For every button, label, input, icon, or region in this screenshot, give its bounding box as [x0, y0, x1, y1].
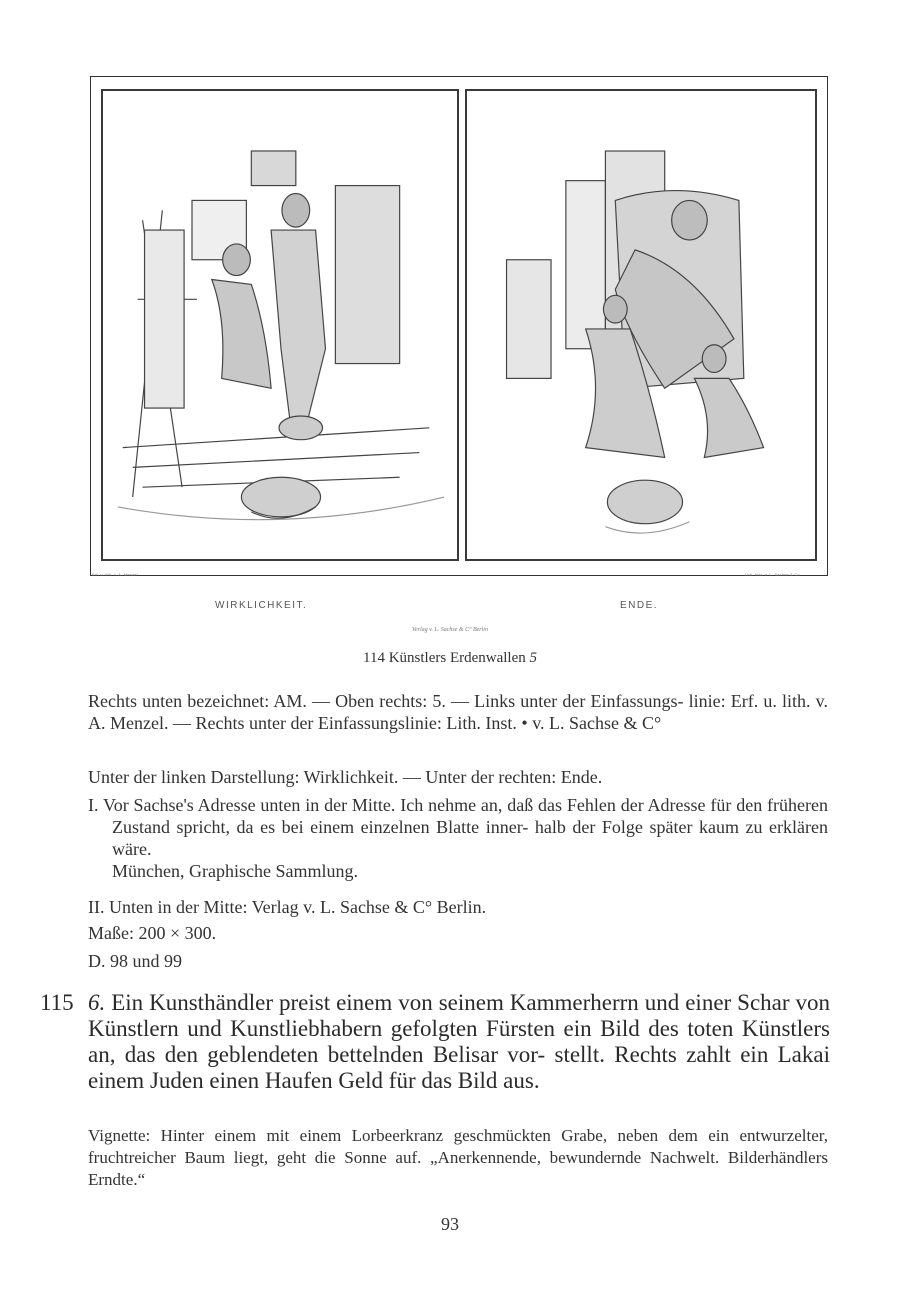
reference-text: D. 98 und 99 [88, 951, 182, 971]
right-illustration-panel [465, 89, 817, 561]
vignette-description: Vignette: Hinter einem mit einem Lorbeerkranz geschmückten Grabe, neben dem ein entwurzelter, fruchtreicher Baum liegt, geht die Sonne auf. „Anerkennende, bewundernde Nachwelt. Bilderhändlers Erndte.“ [88, 1126, 828, 1189]
reference [88, 950, 828, 972]
caption-text: Künstlers Erdenwallen [388, 650, 526, 666]
caption-folio: 5 [529, 650, 537, 666]
description-para-2 [88, 766, 828, 788]
plate-artist-note: Erf. u. lith. v. A. Menzel [92, 572, 138, 577]
description-text: Rechts unten bezeichnet: AM. — Oben rechts: 5. — Links unter der Einfassungs- linie: Erf. u. lith. v. A. Menzel. — Rechts unter der Einfassungslinie: Lith. Inst. • v. L. Sachse & C° [88, 691, 828, 733]
state-1-location: München, Graphische Sammlung. [112, 861, 358, 881]
state-2-text: II. Unten in der Mitte: Verlag v. L. Sachse & C° Berlin. [88, 897, 487, 917]
entry-body [88, 990, 830, 1094]
right-panel-title: ENDE. [620, 600, 659, 611]
left-illustration-panel [101, 89, 459, 561]
description-para-1 [88, 690, 828, 734]
entry-text: Ein Kunsthändler preist einem von seinem Kammerherrn und einer Schar von Künstlern und Kunstliebhabern gefolgten Fürsten ein Bild des toten Künstlers an, das den geblendeten bettelnden Belisar vor- stellt. Rechts zahlt ein Lakai einem Juden einen Haufen Geld für das Bild aus. [88, 990, 830, 1093]
left-panel-title: WIRKLICHKEIT. [215, 600, 308, 611]
artist-studio-illustration [103, 91, 457, 559]
dimensions [88, 922, 828, 944]
publisher-line: Verlag v. L. Sachse & C° Berlin [412, 627, 488, 633]
state-2 [88, 896, 828, 918]
lithograph-plate [90, 76, 828, 576]
dimensions-text: Maße: 200 × 300. [88, 923, 217, 943]
state-1-text: I. Vor Sachse's Adresse unten in der Mitte. Ich nehme an, daß das Fehlen der Adresse für den früheren Zustand spricht, da es bei einem einzelnen Blatte inner- halb der Folge später kaum zu erklären wäre. [88, 795, 828, 859]
deathbed-illustration [467, 91, 815, 559]
entry-leaf-number: 6. [88, 990, 106, 1015]
caption-number: 114 [363, 650, 385, 666]
entry-number: 115 [40, 990, 74, 1015]
description-text: Unter der linken Darstellung: Wirklichkeit. — Unter der rechten: Ende. [88, 767, 603, 787]
plate-institute-note: Lith. Inst. v. L. Sachse & Co. [745, 572, 802, 577]
figure-caption [0, 650, 900, 667]
state-1 [88, 794, 828, 882]
page-number: 93 [441, 1214, 459, 1234]
